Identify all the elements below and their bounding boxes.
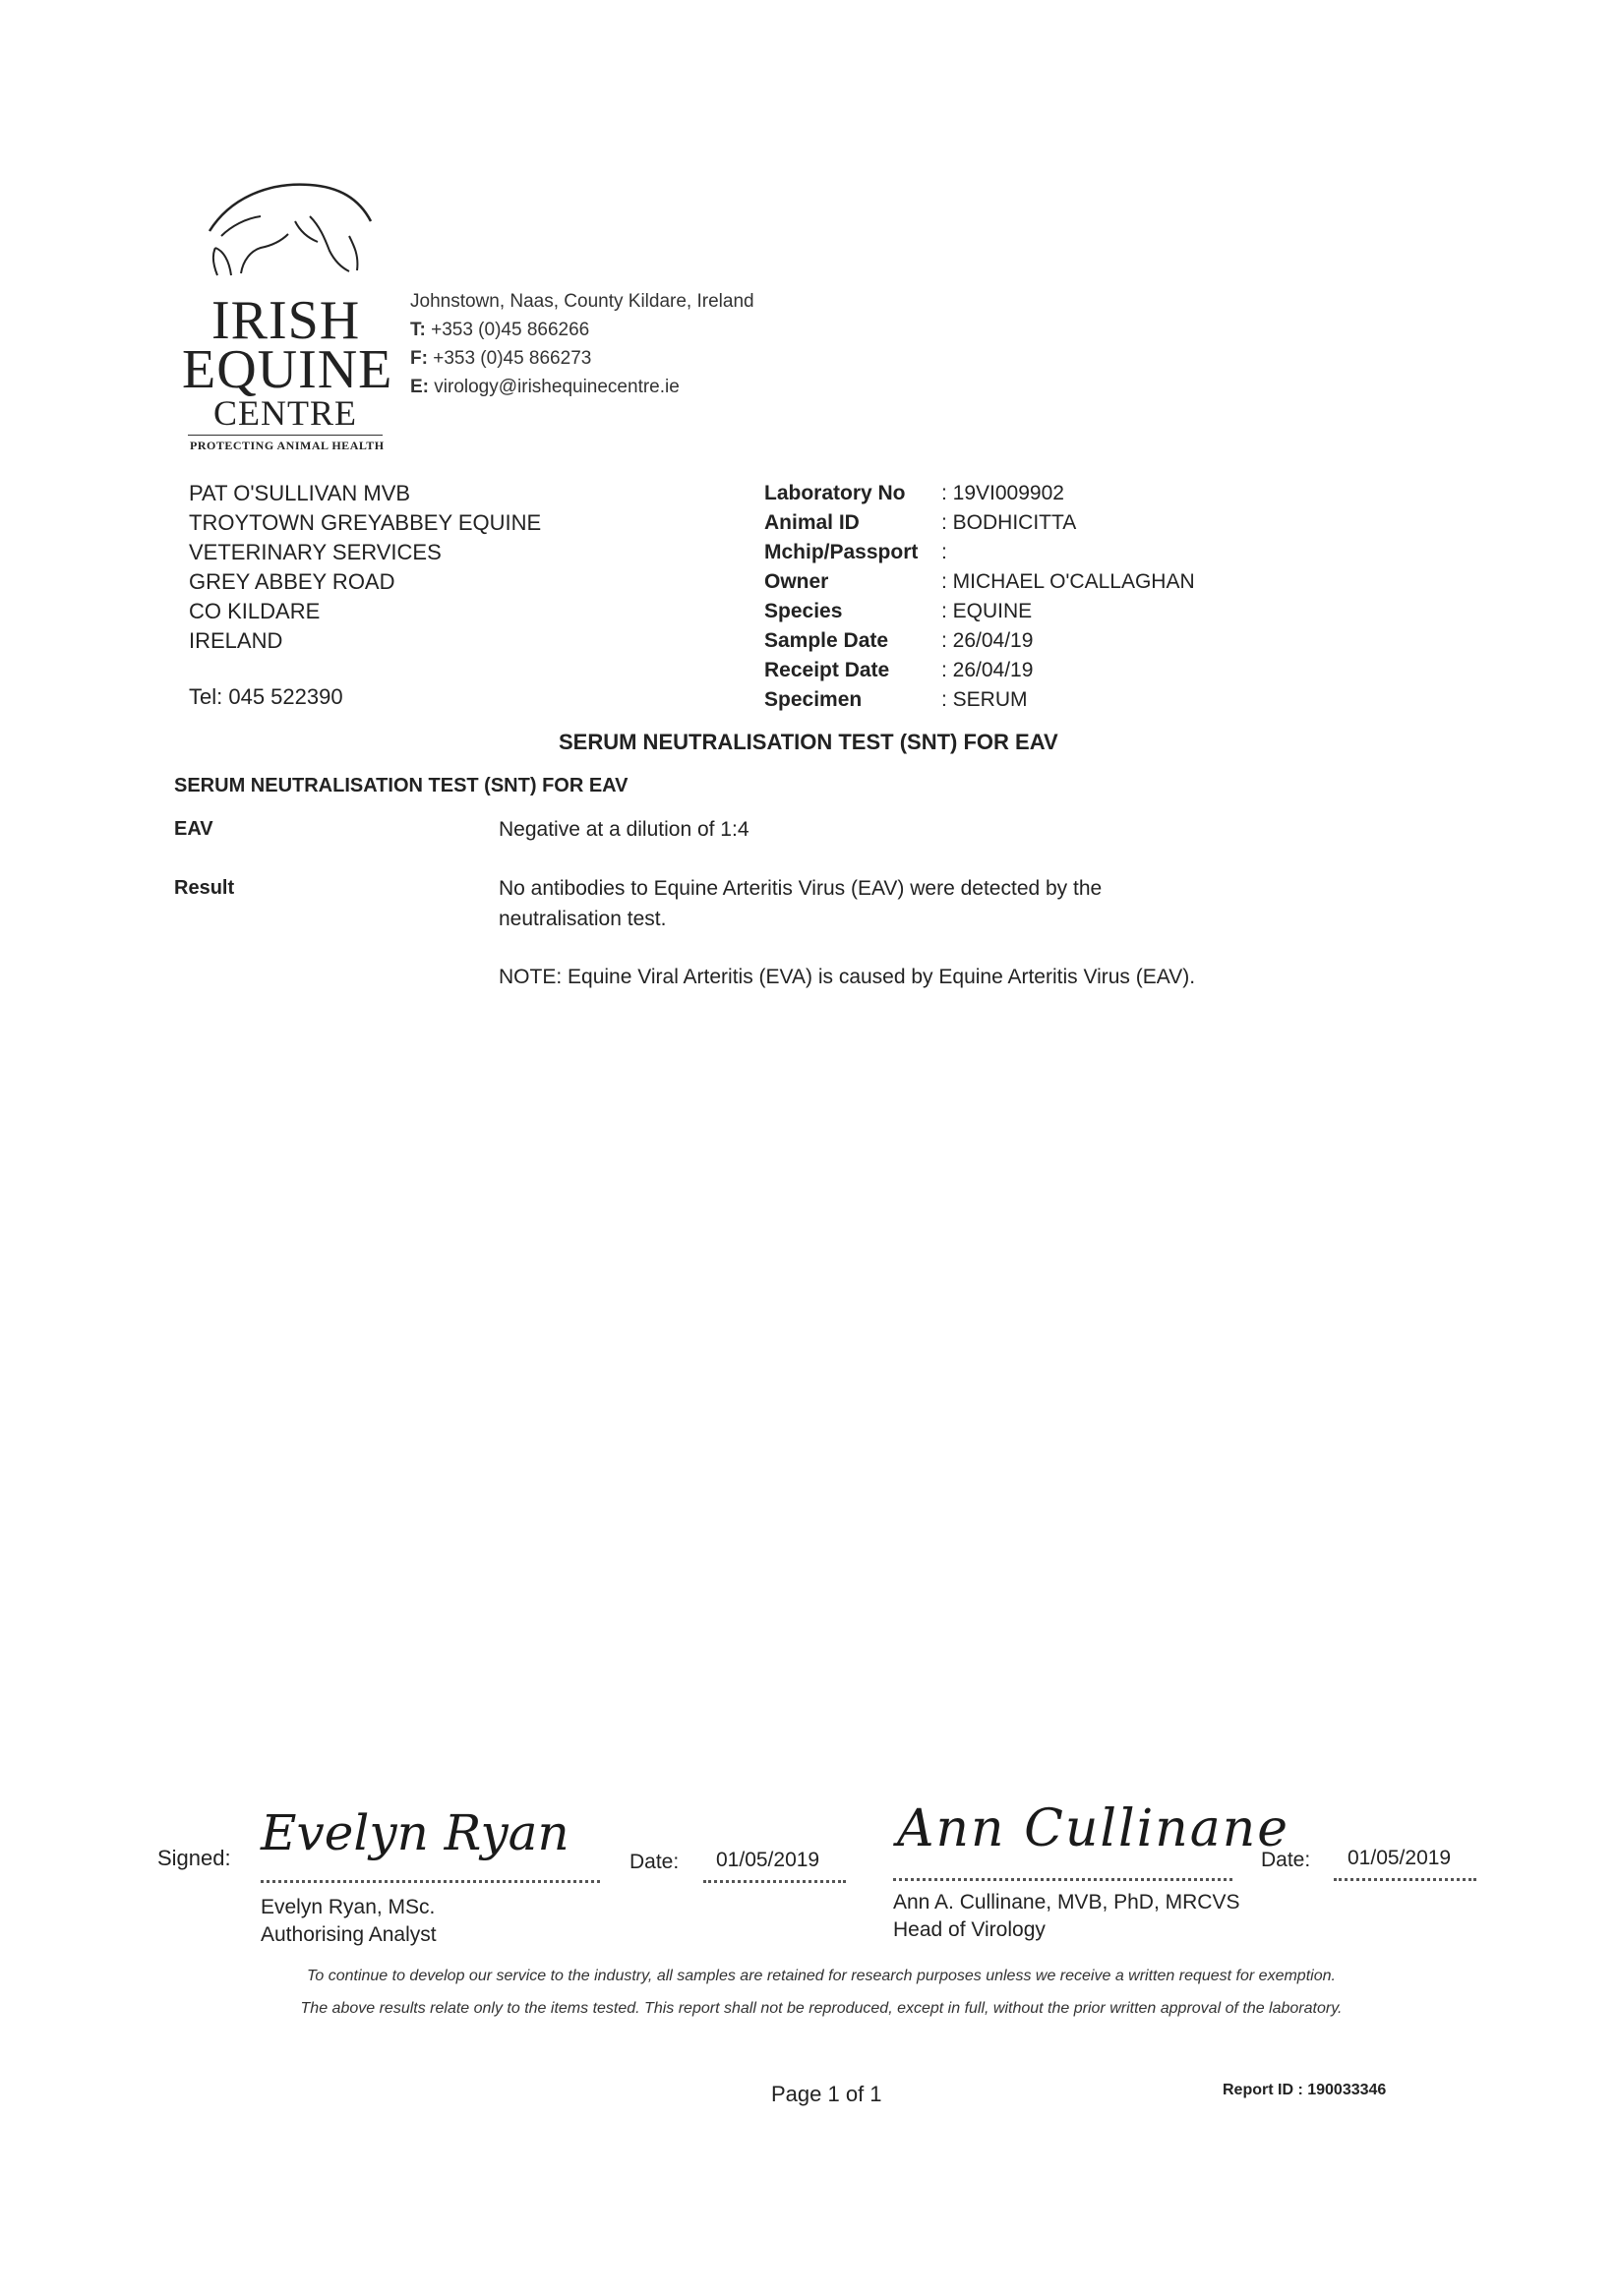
contact-fax: F: +353 (0)45 866273: [410, 348, 592, 369]
contact-email: E: virology@irishequinecentre.ie: [410, 377, 680, 397]
date-value: 01/05/2019: [716, 1849, 820, 1871]
report-title: SERUM NEUTRALISATION TEST (SNT) FOR EAV: [559, 730, 1058, 754]
signature-line: [893, 1878, 1232, 1881]
address-line: IRELAND: [189, 628, 283, 653]
eav-value: Negative at a dilution of 1:4: [499, 818, 749, 841]
signature-ann-cullinane: Ann Cullinane: [897, 1799, 1289, 1858]
address-line: PAT O'SULLIVAN MVB: [189, 481, 411, 505]
result-label: Result: [174, 877, 235, 899]
contact-block: [410, 287, 754, 401]
horse-logo-icon: [202, 177, 379, 290]
signer-1: [261, 1894, 437, 1949]
result-text: No antibodies to Equine Arteritis Virus (EAV) were detected by the neutralisation test.: [499, 877, 1103, 930]
recipient-tel: Tel: 045 522390: [189, 684, 343, 709]
address-line: GREY ABBEY ROAD: [189, 569, 395, 594]
logo-tagline: PROTECTING ANIMAL HEALTH: [190, 439, 385, 452]
signer-1-title: Authorising Analyst: [261, 1923, 437, 1946]
logo-word-equine: EQUINE: [182, 339, 393, 400]
signer-1-name: Evelyn Ryan, MSc.: [261, 1896, 436, 1918]
signed-label: Signed:: [157, 1846, 231, 1870]
disclaimer-line-1: To continue to develop our service to the industry, all samples are retained for research purposes unless we receive a written request for exemption.: [307, 1968, 1336, 1984]
date-line: [1334, 1878, 1476, 1881]
address-line: TROYTOWN GREYABBEY EQUINE: [189, 510, 542, 535]
date-label: Date:: [629, 1851, 680, 1873]
recipient-address: [189, 479, 541, 656]
logo-divider: [188, 435, 383, 436]
address-line: VETERINARY SERVICES: [189, 540, 442, 564]
note-text: NOTE: Equine Viral Arteritis (EVA) is caused by Equine Arteritis Virus (EAV).: [499, 966, 1196, 988]
eav-label: EAV: [174, 818, 213, 840]
signer-2-name: Ann A. Cullinane, MVB, PhD, MRCVS: [893, 1891, 1240, 1913]
date-value: 01/05/2019: [1348, 1847, 1452, 1869]
contact-phone: T: +353 (0)45 866266: [410, 320, 590, 340]
report-id: Report ID : 190033346: [1223, 2082, 1387, 2098]
logo-word-irish: IRISH: [211, 290, 361, 351]
page-number: Page 1 of 1: [771, 2082, 882, 2106]
date-line: [703, 1880, 846, 1883]
address-line: CO KILDARE: [189, 599, 321, 623]
signer-2: [893, 1889, 1239, 1944]
contact-address: Johnstown, Naas, County Kildare, Ireland: [410, 291, 754, 312]
signer-2-title: Head of Virology: [893, 1918, 1046, 1941]
date-label: Date:: [1261, 1849, 1311, 1871]
disclaimer-line-2: The above results relate only to the items tested. This report shall not be reproduced, except in full, without the prior written approval of the laboratory.: [300, 2000, 1343, 2017]
logo-word-centre: CENTRE: [213, 393, 357, 433]
irish-equine-centre-logo: [182, 177, 393, 457]
section-title: SERUM NEUTRALISATION TEST (SNT) FOR EAV: [174, 775, 629, 796]
signature-line: [261, 1880, 600, 1883]
signature-evelyn-ryan: Evelyn Ryan: [261, 1804, 569, 1861]
